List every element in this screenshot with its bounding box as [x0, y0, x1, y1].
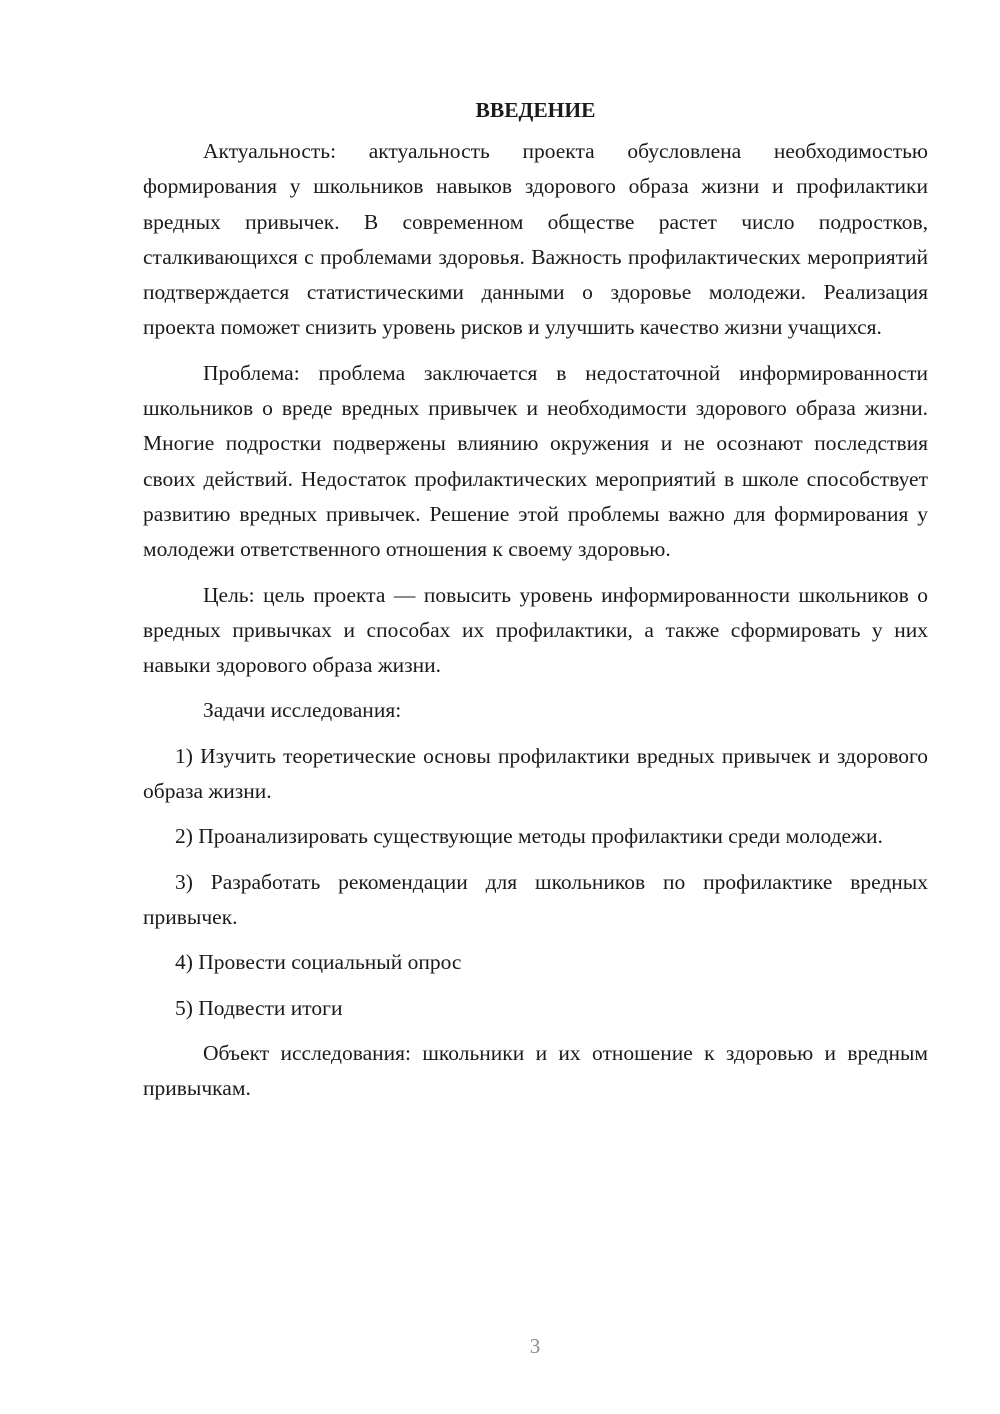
goal-paragraph: Цель: цель проекта — повысить уровень информированности школьников о вредных привычках и способах их профилактики, а также сформировать у них навыки здорового образа жизни. — [143, 582, 928, 678]
task-item-1: 1) Изучить теоретические основы профилактики вредных привычек и здорового образа жизни. — [143, 743, 928, 804]
relevance-paragraph: Актуальность: актуальность проекта обусловлена необходимостью формирования у школьников навыков здорового образа жизни и профилактики вредных привычек. В современном обществе растет число подростков, сталкивающихся с проблемами здоровья. Важность профилактических мероприятий подтверждается статистическими данными о здоровье молодежи. Реализация проекта поможет снизить уровень рисков и улучшить качество жизни учащихся. — [143, 139, 928, 340]
tasks-title: Задачи исследования: — [203, 698, 402, 723]
object-paragraph: Объект исследования: школьники и их отношение к здоровью и вредным привычкам. — [143, 1040, 928, 1101]
section-heading: ВВЕДЕНИЕ — [475, 98, 596, 122]
task-item-5: 5) Подвести итоги — [175, 995, 343, 1020]
problem-paragraph: Проблема: проблема заключается в недостаточной информированности школьников о вреде вредных привычек и необходимости здорового образа жизни. Многие подростки подвержены влиянию окружения и не осознают последствия своих действий. Недостаток профилактических мероприятий в школе способствует развитию вредных привычек. Решение этой проблемы важно для формирования у молодежи ответственного отношения к своему здоровью. — [143, 360, 928, 562]
page-number: 3 — [529, 1334, 541, 1358]
task-item-2: 2) Проанализировать существующие методы профилактики среди молодежи. — [175, 824, 883, 849]
page-content — [143, 90, 928, 1116]
task-item-4: 4) Провести социальный опрос — [175, 950, 462, 975]
task-item-3: 3) Разработать рекомендации для школьников по профилактике вредных привычек. — [143, 869, 928, 929]
